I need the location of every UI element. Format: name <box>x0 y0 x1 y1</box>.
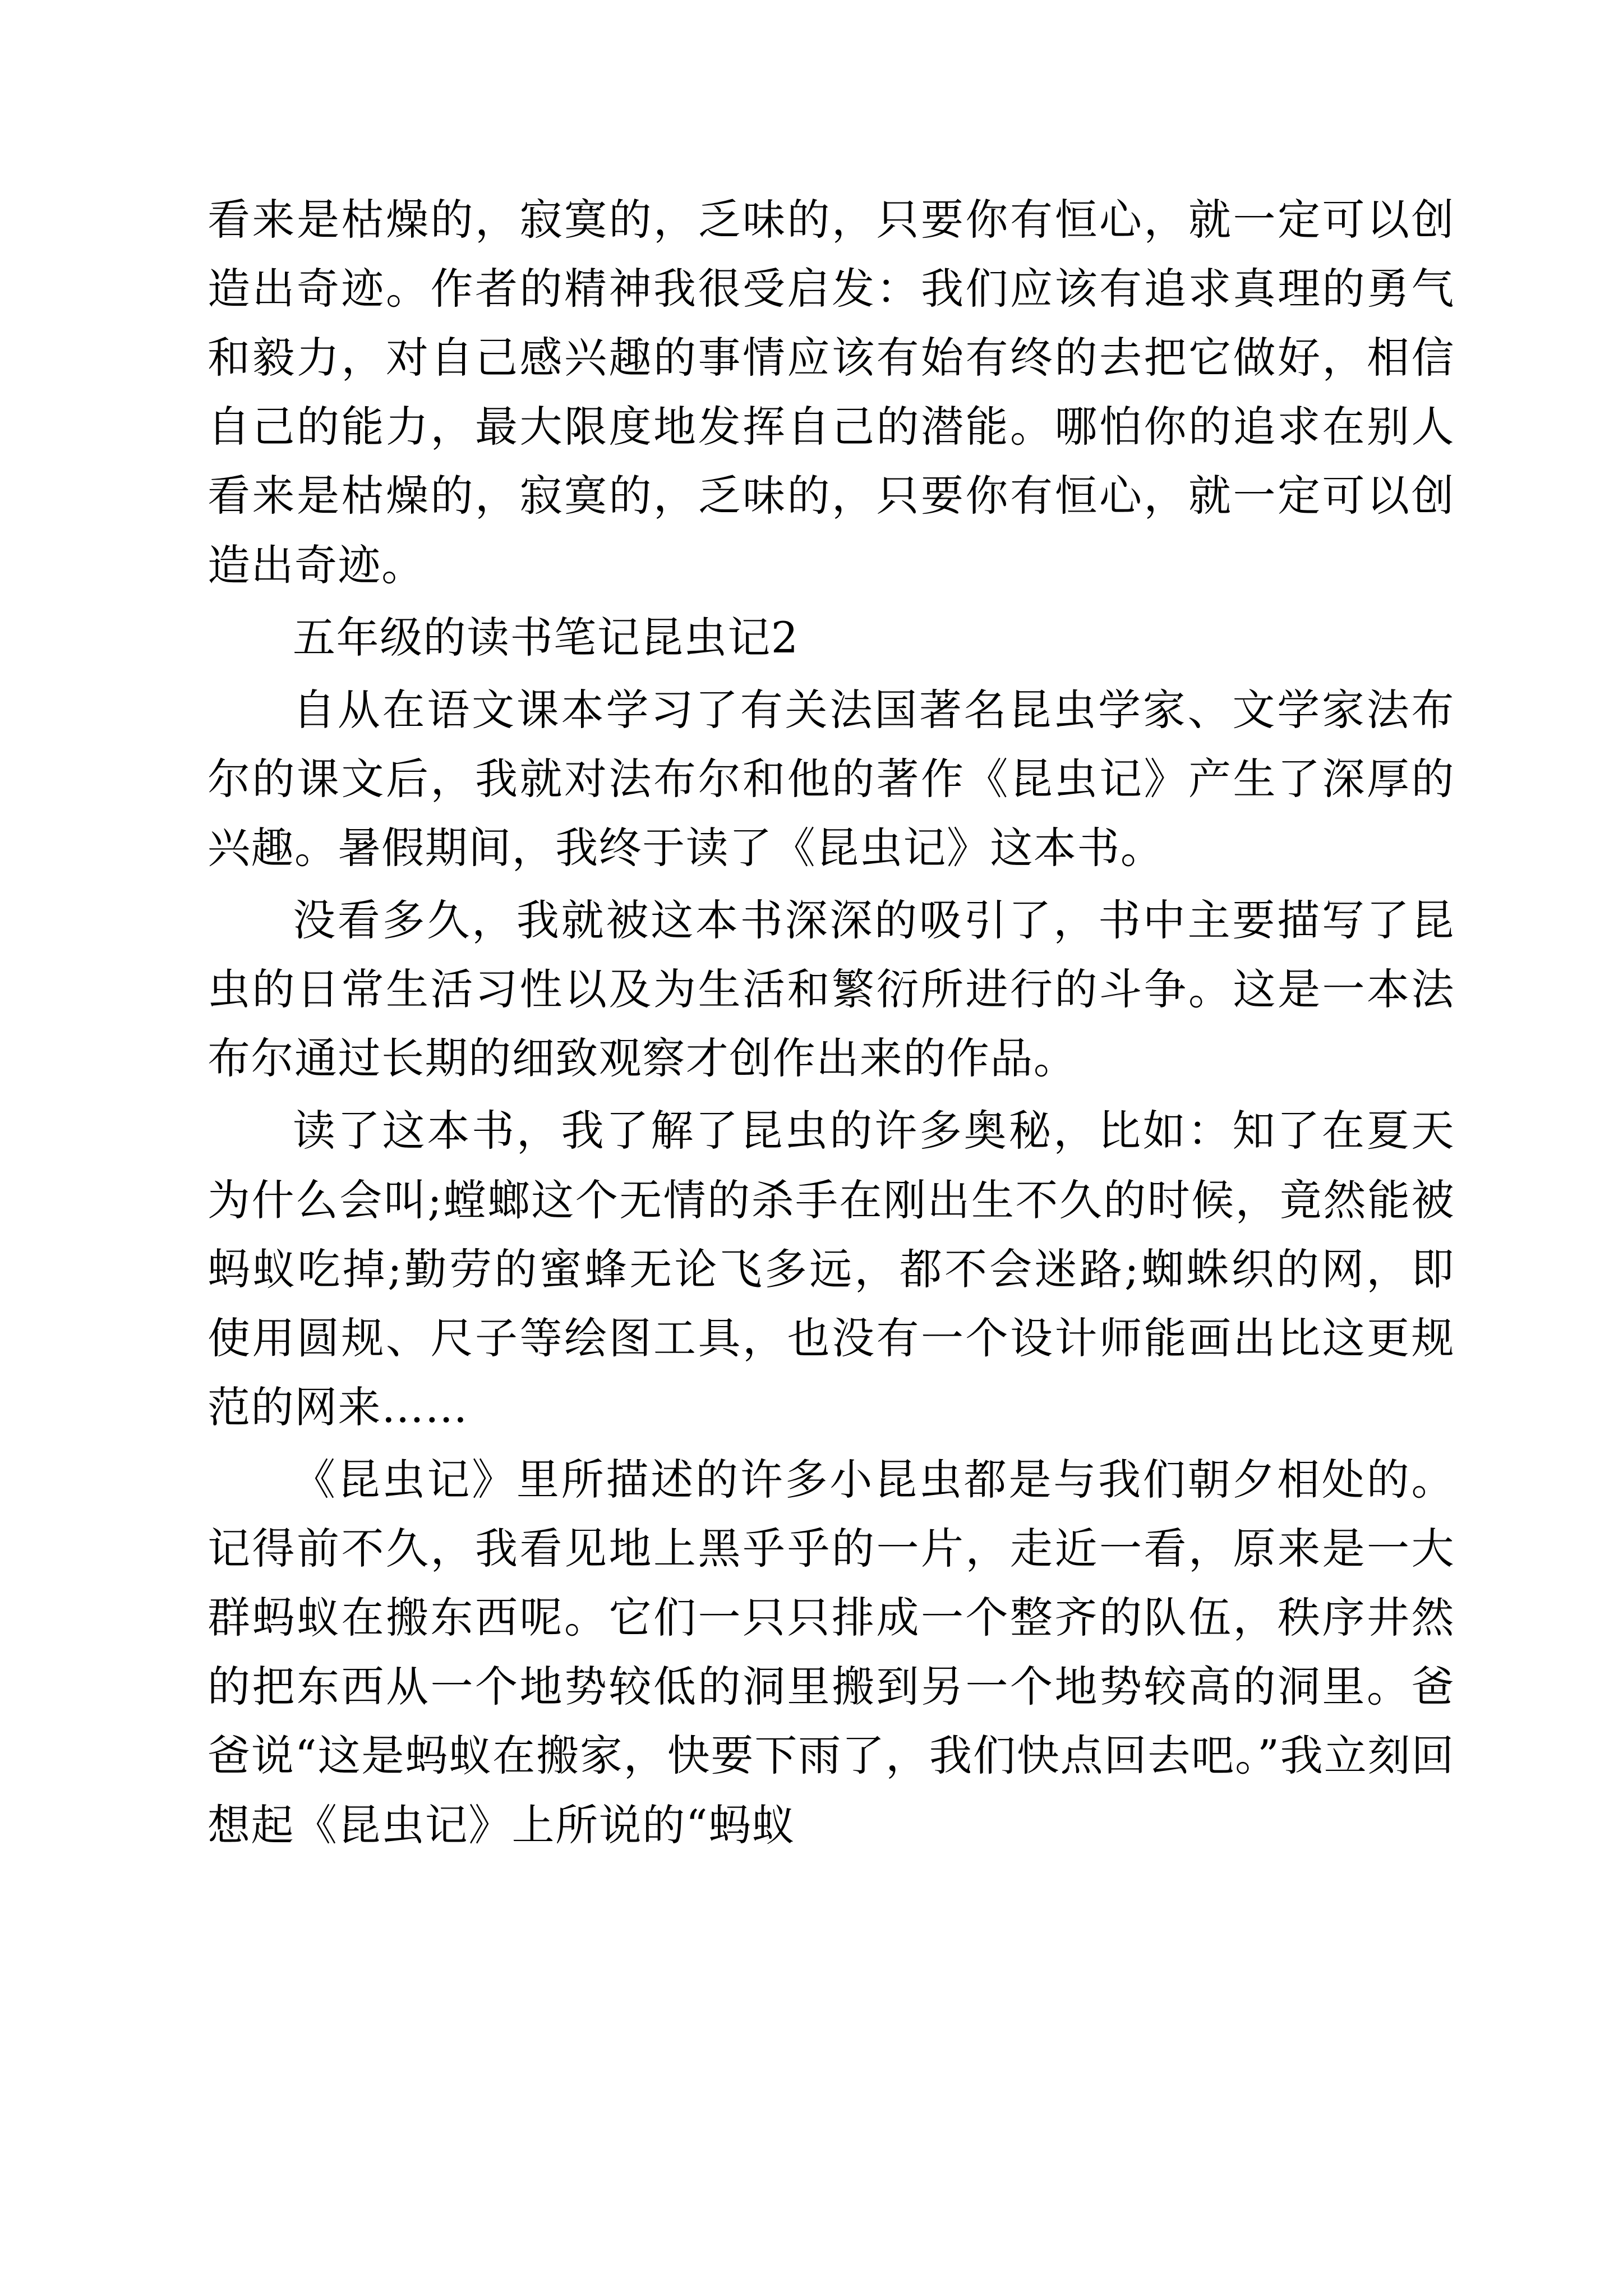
paragraph-3: 读了这本书，我了解了昆虫的许多奥秘，比如：知了在夏天为什么会叫;螳螂这个无情的杀手在刚出生不久的时候，竟然能被蚂蚁吃掉;勤劳的蜜蜂无论飞多远，都不会迷路;蜘蛛织的网，即使用圆规、尺子等绘图工具，也没有一个设计师能画出比这更规范的网来…… <box>208 1106 1455 1432</box>
document-body <box>208 185 1455 1860</box>
paragraph-4: 《昆虫记》里所描述的许多小昆虫都是与我们朝夕相处的。记得前不久，我看见地上黑乎乎的一片，走近一看，原来是一大群蚂蚁在搬东西呢。它们一只只排成一个整齐的队伍，秩序井然的把东西从一个地势较低的洞里搬到另一个地势较高的洞里。爸爸说“这是蚂蚁在搬家，快要下雨了，我们快点回去吧。”我立刻回想起《昆虫记》上所说的“蚂蚁 <box>208 1454 1455 1850</box>
section-heading: 五年级的读书笔记昆虫记2 <box>293 612 799 662</box>
paragraph-2: 没看多久，我就被这本书深深的吸引了，书中主要描写了昆虫的日常生活习性以及为生活和繁衍所进行的斗争。这是一本法布尔通过长期的细致观察才创作出来的作品。 <box>208 895 1455 1084</box>
paragraph-continuation: 看来是枯燥的，寂寞的，乏味的，只要你有恒心，就一定可以创造出奇迹。作者的精神我很受启发：我们应该有追求真理的勇气和毅力，对自己感兴趣的事情应该有始有终的去把它做好，相信自己的能力，最大限度地发挥自己的潜能。哪怕你的追求在别人看来是枯燥的，寂寞的，乏味的，只要你有恒心，就一定可以创造出奇迹。 <box>208 195 1455 590</box>
paragraph-1: 自从在语文课本学习了有关法国著名昆虫学家、文学家法布尔的课文后，我就对法布尔和他的著作《昆虫记》产生了深厚的兴趣。暑假期间，我终于读了《昆虫记》这本书。 <box>208 684 1455 873</box>
